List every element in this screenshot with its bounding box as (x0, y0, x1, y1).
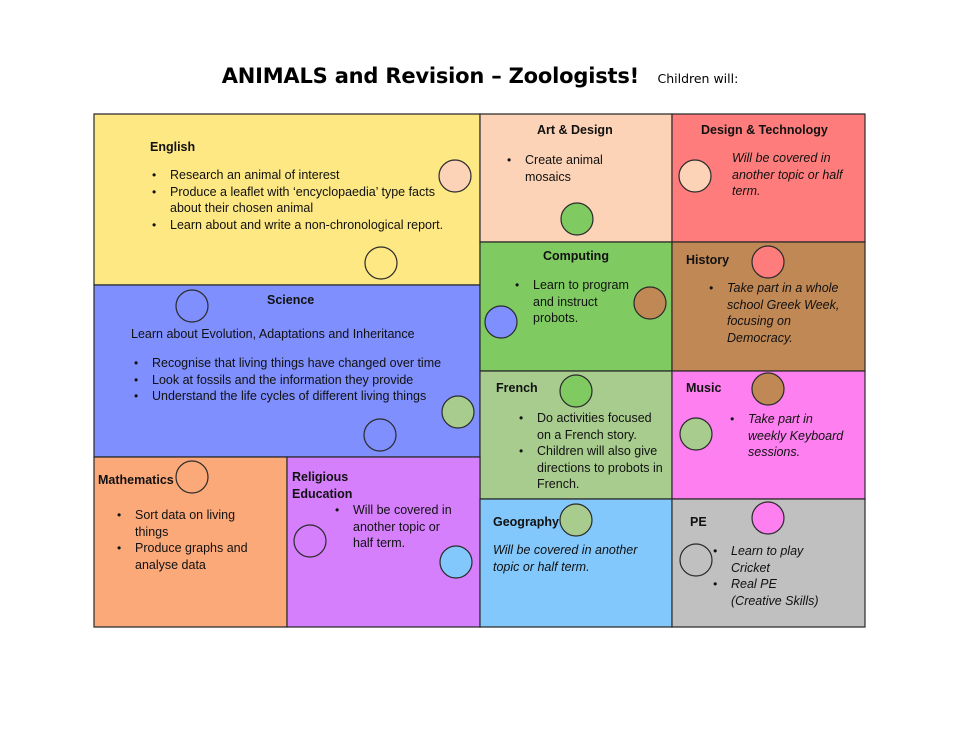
maths-item: • Sort data on living things (115, 507, 265, 540)
geography-heading: Geography (493, 515, 559, 529)
history-item: • Take part in a whole school Greek Week, focusing on Democracy. (707, 280, 852, 346)
page-title: ANIMALS and Revision – Zoologists! (221, 64, 640, 88)
english-list (150, 167, 450, 233)
re-list (333, 502, 463, 552)
french-item: • Do activities focused on a French story. (517, 410, 667, 443)
english-item: • Produce a leaflet with ‘encyclopaedia’ type facts about their chosen animal (150, 184, 450, 217)
dt-text: Will be covered in another topic or half term. (732, 151, 843, 198)
music-list (728, 411, 853, 461)
music-item: • Take part in weekly Keyboard sessions. (728, 411, 853, 461)
puzzle-knob (560, 375, 592, 407)
english-item: • Research an animal of interest (150, 167, 450, 184)
dt-heading: Design & Technology (701, 123, 828, 137)
music-heading: Music (686, 381, 722, 395)
science-intro: Learn about Evolution, Adaptations and Inheritance (131, 327, 415, 341)
english-item: • Learn about and write a non-chronological report. (150, 217, 450, 234)
history-heading: History (686, 253, 730, 267)
art-list (505, 152, 625, 185)
science-heading: Science (267, 293, 315, 307)
computing-item: • Learn to program and instruct probots. (513, 277, 638, 327)
puzzle-knob (364, 419, 396, 451)
maths-list (115, 507, 265, 573)
puzzle-knob (680, 544, 712, 576)
puzzle-knob (560, 504, 592, 536)
french-heading: French (496, 381, 538, 395)
geography-text: Will be covered in another topic or half term. (493, 543, 638, 574)
pe-item: • Learn to play Cricket (711, 543, 831, 576)
puzzle-knob (294, 525, 326, 557)
maths-item: • Produce graphs and analyse data (115, 540, 265, 573)
puzzle-knob (176, 290, 208, 322)
puzzle-knob (176, 461, 208, 493)
english-heading: English (150, 140, 196, 154)
pe-heading: PE (690, 515, 707, 529)
re-heading: Religious Education (292, 470, 353, 501)
re-item: • Will be covered in another topic or half term. (333, 502, 463, 552)
french-list (517, 410, 667, 493)
puzzle-knob (752, 246, 784, 278)
pe-list (711, 543, 831, 609)
science-item: • Look at fossils and the information they provide (132, 372, 472, 389)
french-item: • Children will also give directions to probots in French. (517, 443, 667, 493)
puzzle-knob (679, 160, 711, 192)
science-item: • Recognise that living things have changed over time (132, 355, 472, 372)
puzzle-knob (561, 203, 593, 235)
art-heading: Art & Design (537, 123, 613, 137)
pe-item: • Real PE (Creative Skills) (711, 576, 831, 609)
puzzle-knob (680, 418, 712, 450)
puzzle-knob (752, 373, 784, 405)
science-list (132, 355, 472, 405)
puzzle-knob (365, 247, 397, 279)
history-list (707, 280, 852, 346)
page-subtitle: Children will: (657, 71, 739, 86)
maths-heading: Mathematics (98, 473, 174, 487)
art-item: • Create animal mosaics (505, 152, 625, 185)
science-item: • Understand the life cycles of different living things (132, 388, 472, 405)
computing-heading: Computing (543, 249, 609, 263)
puzzle-knob (634, 287, 666, 319)
computing-list (513, 277, 638, 327)
puzzle-knob (752, 502, 784, 534)
